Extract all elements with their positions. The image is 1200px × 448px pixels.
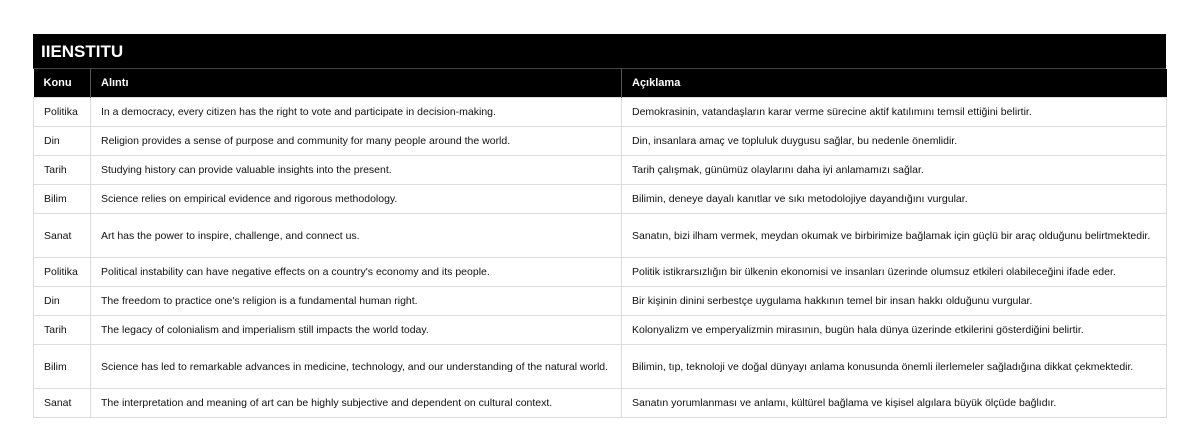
- quote-table: [33, 69, 1167, 418]
- cell-aciklama: Demokrasinin, vatandaşların karar verme sürecine aktif katılımını temsil ettiğini belirtir.: [622, 98, 1167, 127]
- table-row: [34, 214, 1167, 258]
- cell-konu: Din: [34, 287, 91, 316]
- cell-alinti: Studying history can provide valuable insights into the present.: [91, 156, 622, 185]
- cell-alinti: The freedom to practice one's religion is a fundamental human right.: [91, 287, 622, 316]
- header-alinti: Alıntı: [91, 69, 622, 98]
- table-row: [34, 127, 1167, 156]
- table-row: [34, 316, 1167, 345]
- cell-konu: Sanat: [34, 214, 91, 258]
- cell-alinti: Art has the power to inspire, challenge, and connect us.: [91, 214, 622, 258]
- table-row: [34, 389, 1167, 418]
- cell-konu: Politika: [34, 98, 91, 127]
- table-row: [34, 156, 1167, 185]
- cell-alinti: The legacy of colonialism and imperialism still impacts the world today.: [91, 316, 622, 345]
- cell-alinti: Religion provides a sense of purpose and community for many people around the world.: [91, 127, 622, 156]
- cell-aciklama: Bilimin, deneye dayalı kanıtlar ve sıkı metodolojiye dayandığını vurgular.: [622, 185, 1167, 214]
- cell-konu: Sanat: [34, 389, 91, 418]
- cell-aciklama: Sanatın, bizi ilham vermek, meydan okumak ve birbirimize bağlamak için güçlü bir araç olduğunu belirtmektedir.: [622, 214, 1167, 258]
- table-row: [34, 287, 1167, 316]
- cell-konu: Bilim: [34, 185, 91, 214]
- table-row: [34, 258, 1167, 287]
- header-konu: Konu: [34, 69, 91, 98]
- cell-aciklama: Din, insanlara amaç ve topluluk duygusu sağlar, bu nedenle önemlidir.: [622, 127, 1167, 156]
- cell-alinti: Political instability can have negative effects on a country's economy and its people.: [91, 258, 622, 287]
- cell-aciklama: Bir kişinin dinini serbestçe uygulama hakkının temel bir insan hakkı olduğunu vurgular.: [622, 287, 1167, 316]
- cell-aciklama: Sanatın yorumlanması ve anlamı, kültürel bağlama ve kişisel algılara büyük ölçüde bağlıdır.: [622, 389, 1167, 418]
- cell-alinti: Science has led to remarkable advances in medicine, technology, and our understanding of the natural world.: [91, 345, 622, 389]
- header-aciklama: Açıklama: [622, 69, 1167, 98]
- cell-konu: Tarih: [34, 156, 91, 185]
- cell-aciklama: Bilimin, tıp, teknoloji ve doğal dünyayı anlama konusunda önemli ilerlemeler sağladığına dikkat çekmektedir.: [622, 345, 1167, 389]
- cell-aciklama: Kolonyalizm ve emperyalizmin mirasının, bugün hala dünya üzerinde etkilerini gösterdiğini belirtir.: [622, 316, 1167, 345]
- table-row: [34, 345, 1167, 389]
- cell-konu: Politika: [34, 258, 91, 287]
- table-row: [34, 185, 1167, 214]
- cell-alinti: The interpretation and meaning of art can be highly subjective and dependent on cultural context.: [91, 389, 622, 418]
- table-row: [34, 98, 1167, 127]
- cell-aciklama: Politik istikrarsızlığın bir ülkenin ekonomisi ve insanları üzerinde olumsuz etkileri olabileceğini ifade eder.: [622, 258, 1167, 287]
- cell-konu: Bilim: [34, 345, 91, 389]
- cell-konu: Din: [34, 127, 91, 156]
- cell-alinti: In a democracy, every citizen has the right to vote and participate in decision-making.: [91, 98, 622, 127]
- cell-konu: Tarih: [34, 316, 91, 345]
- table-title: IIENSTITU: [33, 34, 1166, 69]
- cell-aciklama: Tarih çalışmak, günümüz olaylarını daha iyi anlamamızı sağlar.: [622, 156, 1167, 185]
- header-row: [34, 69, 1167, 98]
- cell-alinti: Science relies on empirical evidence and rigorous methodology.: [91, 185, 622, 214]
- quote-table-container: [33, 34, 1166, 418]
